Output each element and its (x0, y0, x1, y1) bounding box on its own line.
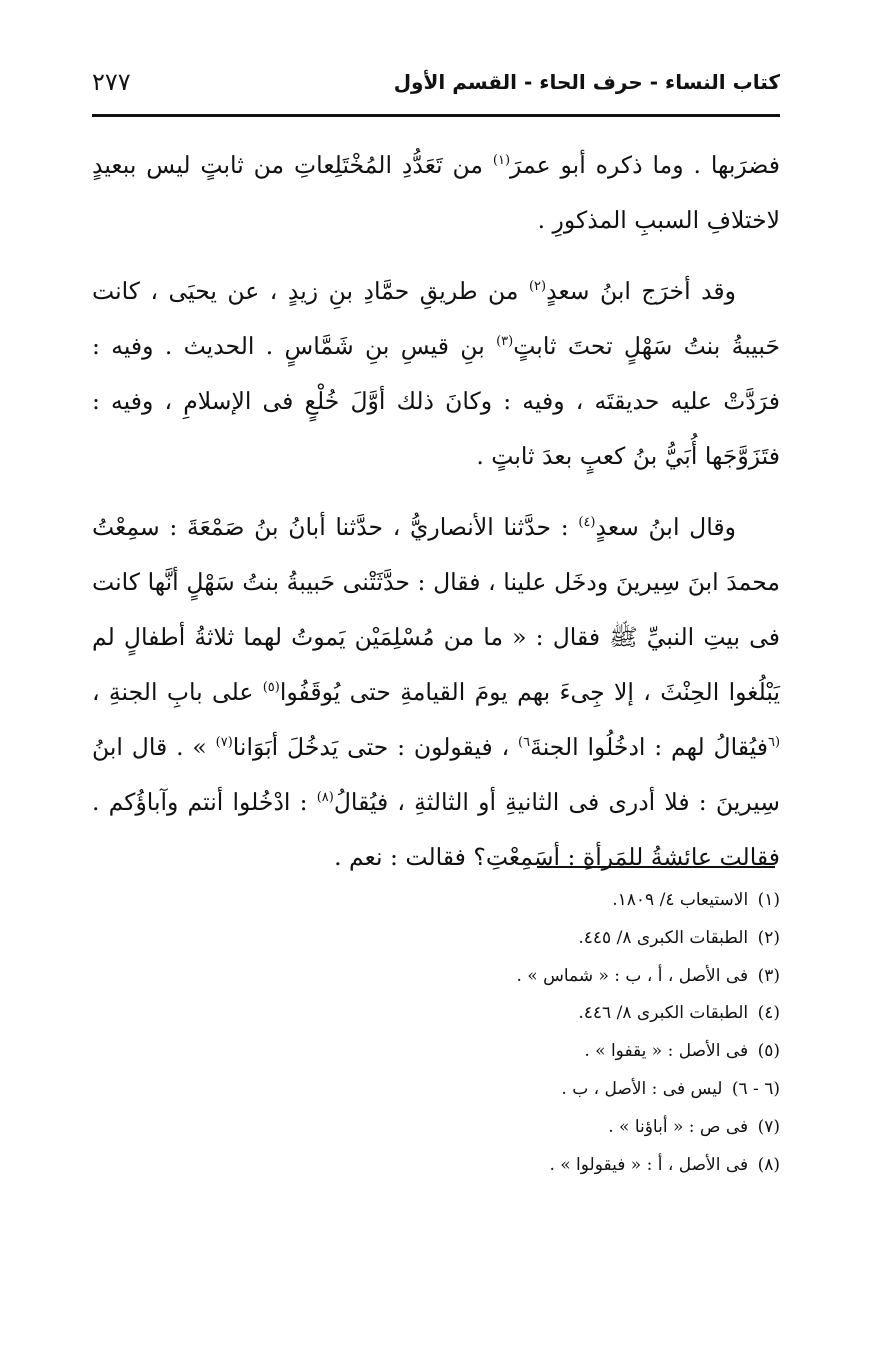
footnote-number: (٦ - ٦) (731, 1078, 780, 1099)
footnote-ref-7: (٧) (215, 735, 233, 751)
footnote-text: فى الأصل ، أ : « فيقولوا » . (549, 1154, 749, 1175)
footnote-item (360, 1109, 780, 1147)
footnote-text: الطبقات الكبرى ٨/ ٤٤٦. (578, 1003, 749, 1024)
footnote-text: فى ص : « أباؤنا » . (608, 1116, 749, 1137)
footnote-number: (٤) (757, 1003, 780, 1024)
footnote-number: (٨) (757, 1154, 780, 1175)
footnote-item (360, 958, 780, 996)
footnote-ref-5: (٥) (262, 680, 280, 696)
text-run: : ادْخُلوا أنتم وآباؤُكم . فقالت عائشةُ للمَرأةِ : أسَمِعْتِ؟ فقالت : نعم . (92, 788, 780, 871)
main-text (92, 138, 780, 901)
text-run: على بابِ الجنةِ ، (92, 678, 263, 706)
text-run: ، فيقولون : حتى يَدخُلَ أبَوَانا (232, 733, 519, 761)
text-run: فيُقالُ لهم : ادخُلُوا الجنةَ (530, 733, 768, 761)
footnote-number: (٧) (757, 1116, 780, 1137)
footnote-text: فى الأصل : « يقفوا » . (584, 1041, 749, 1062)
header-rule (92, 114, 780, 117)
footnote-ref-2: (٢) (528, 279, 547, 295)
page-header (92, 62, 780, 118)
footnote-text: الطبقات الكبرى ٨/ ٤٤٥. (578, 927, 749, 948)
footnote-separator (537, 866, 775, 868)
text-run: » . قال ابنُ سِيرينَ : فلا أدرى فى الثانيةِ أو الثالثةِ ، فيُقالُ (92, 733, 780, 816)
footnote-item (360, 1147, 780, 1185)
text-run: وقال ابنُ سعدٍ (595, 513, 736, 541)
footnote-ref-3: (٣) (496, 334, 514, 350)
footnote-ref-1: (١) (492, 153, 511, 169)
paragraph-1 (92, 138, 780, 248)
footnote-item (360, 1071, 780, 1109)
text-run: وقد أخرَج ابنُ سعدٍ (546, 277, 736, 305)
text-run: بنِ قيسِ بنِ شَمَّاسٍ . الحديث . وفيه : فرَدَّتْ عليه حديقتَه ، وفيه : وكانَ ذلك أوَّلَ خُلْعٍ فى الإسلامِ ، وفيه : فتَزَوَّجَها أُبَيُّ بنُ كعبٍ بعدَ ثابتٍ . (92, 332, 780, 470)
footnote-ref-6-open: (٦ (767, 735, 781, 751)
footnote-number: (٥) (757, 1041, 780, 1062)
footnote-item (360, 882, 780, 920)
footnote-item (360, 995, 780, 1033)
footnote-text: الاستيعاب ٤/ ١٨٠٩. (612, 890, 749, 910)
text-run: فضرَبها . وما ذكره أبو عمرَ (510, 151, 780, 179)
footnote-ref-6-close: ٦) (518, 735, 531, 751)
footnote-number: (١) (757, 890, 780, 910)
running-head: كتاب النساء - حرف الحاء - القسم الأول (393, 70, 780, 94)
footnotes-list (360, 882, 780, 1184)
footnote-number: (٢) (757, 927, 780, 948)
footnote-ref-4: (٤) (578, 515, 596, 531)
footnote-item (360, 920, 780, 958)
paragraph-2 (92, 264, 780, 484)
footnote-item (360, 1033, 780, 1071)
footnote-ref-8: (٨) (316, 790, 334, 806)
text-run: من طريقِ حمَّادِ بنِ زيدٍ ، عن يحيَى ، كانت حَبيبةُ بنتُ سَهْلٍ تحتَ ثابتٍ (92, 277, 780, 360)
page-number: ٢٧٧ (92, 68, 131, 96)
footnote-number: (٣) (757, 965, 780, 986)
text-run: من تَعَدُّدِ المُخْتَلِعاتِ من ثابتٍ ليس ببعيدٍ لاختلافِ السببِ المذكورِ . (92, 151, 780, 234)
footnote-text: ليس فى : الأصل ، ب . (561, 1078, 723, 1099)
text-run: : حدَّثنا الأنصاريُّ ، حدَّثنا أبانُ بنُ صَمْعَةَ : سمِعْتُ محمدَ ابنَ سِيرينَ ودخَل علينا ، فقال : حدَّثَتْنى حَبيبةُ بنتُ سَهْلٍ أنَّها كانت فى بيتِ النبيِّ ﷺ فقال : « ما من مُسْلِمَيْن يَموتُ لهما ثلاثةُ أطفالٍ لم يَبْلُغوا الحِنْثَ ، إلا جِىءَ بهم يومَ القيامةِ حتى يُوقَفُوا (92, 513, 780, 706)
paragraph-3 (92, 500, 780, 885)
footnote-text: فى الأصل ، أ ، ب : « شماس » . (516, 965, 749, 986)
